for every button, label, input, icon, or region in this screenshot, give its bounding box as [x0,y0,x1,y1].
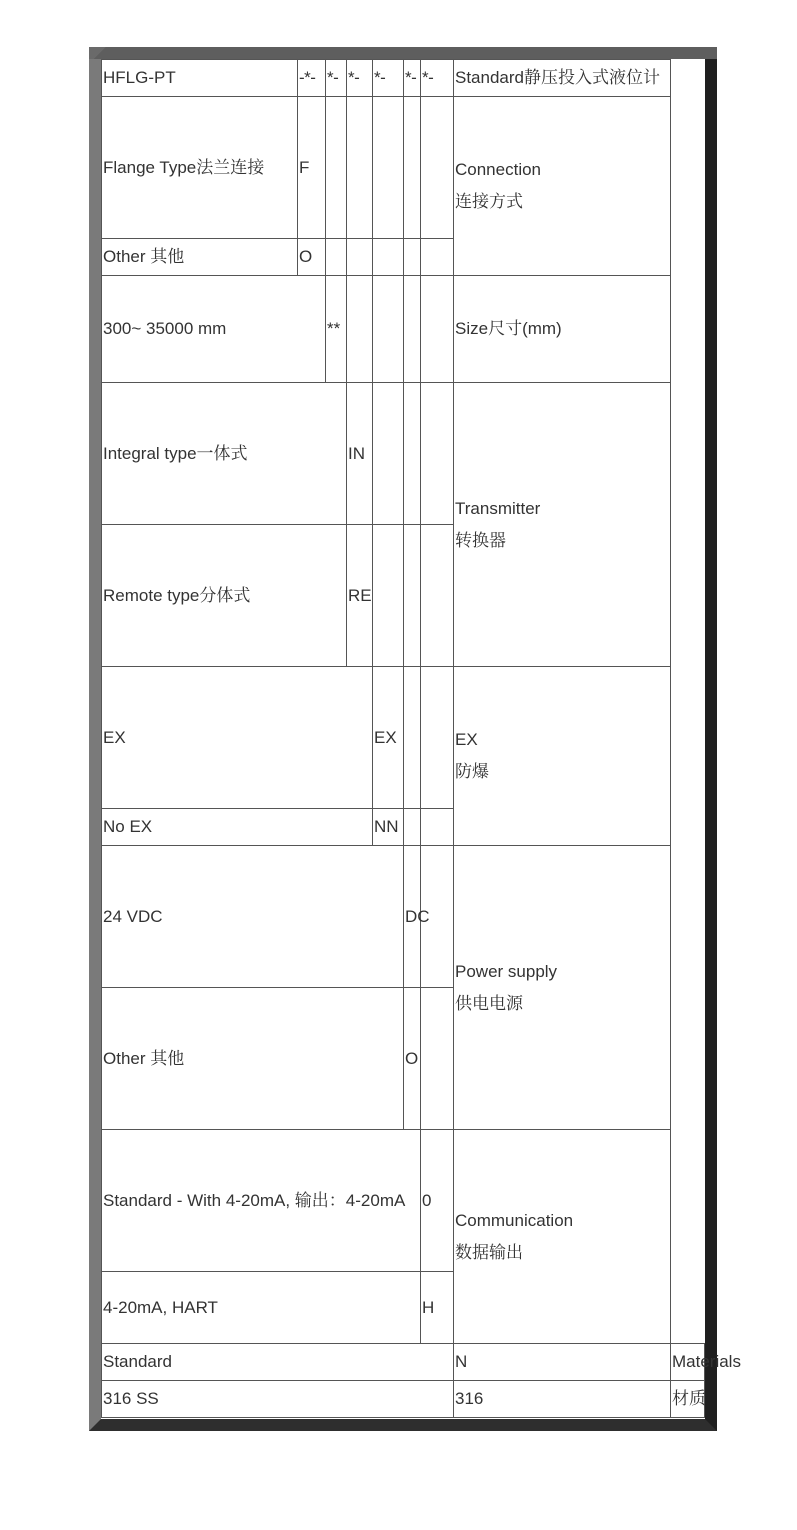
option-code: 316 [454,1381,671,1418]
table-row [102,667,705,809]
option-label: Remote type分体式 [102,525,347,667]
code-slot-2: *- [326,60,347,97]
option-code: O [298,239,326,276]
table-row [102,276,705,383]
option-code: RE [347,525,373,667]
category-name-en: Communication [455,1210,574,1230]
option-code: NN [373,809,404,846]
code-slot-6: *- [421,60,454,97]
option-label: 4-20mA, HART [102,1272,421,1344]
table-row [102,97,705,239]
option-code: O [404,988,421,1130]
option-label: Integral type一体式 [102,383,347,525]
code-slot-3: *- [347,60,373,97]
table-title: Standard静压投入式液位计 [454,60,671,97]
category-name-cn: 防爆 [455,762,489,781]
category-name-en: Materials [671,1344,705,1381]
option-label: 316 SS [102,1381,454,1418]
category-name-en: Connection [455,160,542,180]
table-row [102,383,705,525]
option-label: Standard [102,1344,454,1381]
category-power [454,846,671,1130]
table-row [102,1344,705,1381]
option-label: Other 其他 [102,239,298,276]
option-label: No EX [102,809,373,846]
table-row [102,1130,705,1272]
option-label: EX [102,667,373,809]
header-row [102,60,705,97]
code-slot-5: *- [404,60,421,97]
spec-table-frame [89,47,741,1431]
option-label: Standard - With 4-20mA, 输出：4-20mA [102,1130,421,1272]
option-code: H [421,1272,454,1344]
option-code: ** [326,276,347,383]
option-label: 300~ 35000 mm [102,276,326,383]
table-row [102,1381,705,1418]
category-transmitter [454,383,671,667]
category-name-cn: 材质 [671,1381,705,1418]
category-communication [454,1130,671,1344]
model-selection-table [101,59,741,1418]
category-name-cn: 供电电源 [455,993,523,1013]
category-name-en: Transmitter [455,498,541,518]
category-size: Size尺寸(mm) [454,276,671,383]
option-code: EX [373,667,404,809]
model-name: HFLG-PT [102,60,298,97]
category-name-cn: 数据输出 [455,1242,523,1262]
option-code: IN [347,383,373,525]
option-label: 24 VDC [102,846,404,988]
category-explosion [454,667,671,846]
option-code: F [298,97,326,239]
code-slot-1: -*- [298,60,326,97]
category-name-cn: 转换器 [455,530,506,550]
category-name-cn: 连接方式 [455,192,523,211]
category-connection [454,97,671,276]
option-code: N [454,1344,671,1381]
code-slot-4: *- [373,60,404,97]
table-row [102,846,705,988]
option-label: Flange Type法兰连接 [102,97,298,239]
option-code: 0 [421,1130,454,1272]
option-code: DC [404,846,421,988]
option-label: Other 其他 [102,988,404,1130]
category-name-en: Power supply [455,961,558,981]
category-name-en: EX [455,730,478,750]
